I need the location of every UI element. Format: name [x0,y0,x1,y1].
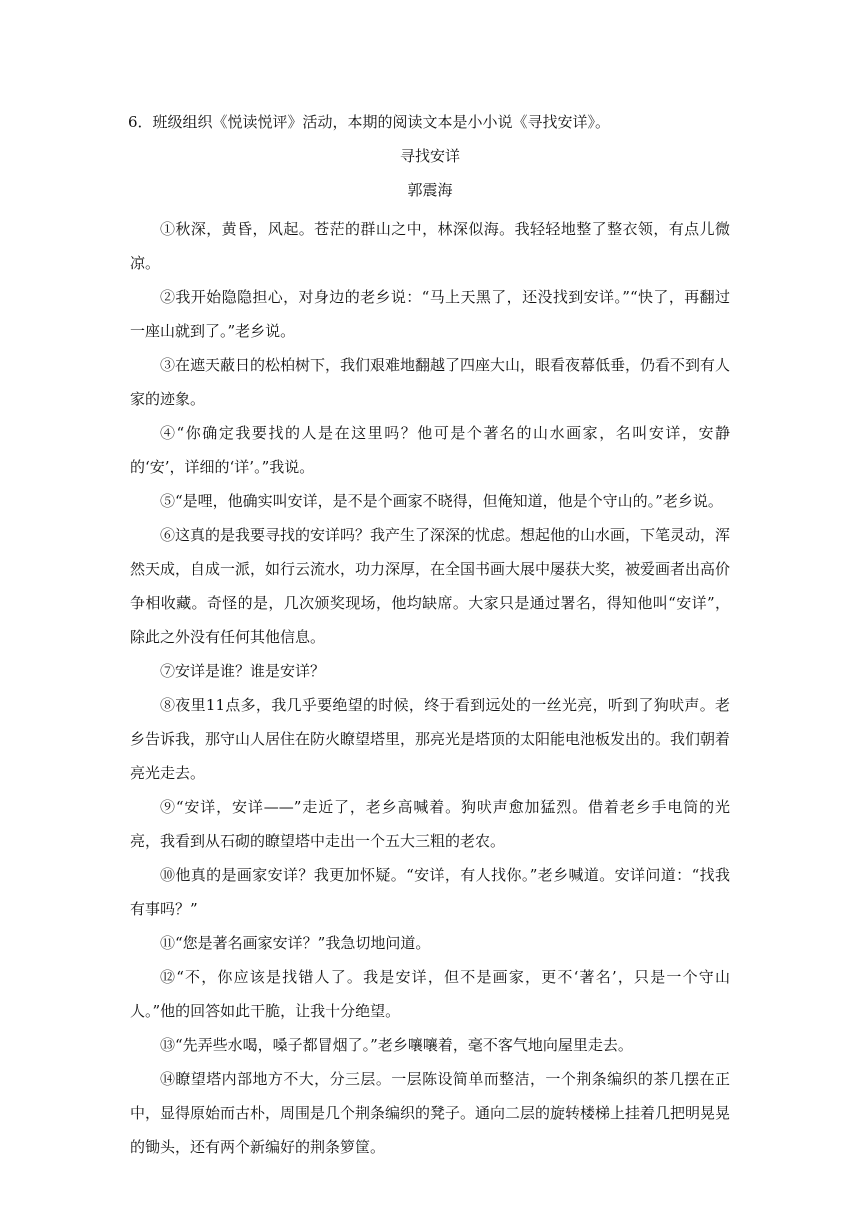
story-author: 郭震海 [407,181,453,199]
story-body [130,212,730,1164]
paragraph-1: ①秋深，黄昏，风起。苍茫的群山之中，林深似海。我轻轻地整了整衣领，有点儿微凉。 [130,220,730,272]
paragraph-8: ⑧夜里11点多，我几乎要绝望的时候，终于看到远处的一丝光亮，听到了狗吠声。老乡告诉我，那守山人居住在防火瞭望塔里，那亮光是塔顶的太阳能电池板发出的。我们朝着亮光走去。 [130,696,731,782]
paragraph-6: ⑥这真的是我要寻找的安详吗？我产生了深深的忧虑。想起他的山水画，下笔灵动，浑然天成，自成一派，如行云流水，功力深厚，在全国书画大展中屡获大奖，被爱画者出高价争相收藏。奇怪的是，几次颁奖现场，他均缺席。大家只是通过署名，得知他叫“安详”，除此之外没有任何其他信息。 [130,526,731,646]
paragraph-12: ⑫“不，你应该是找错人了。我是安详，但不是画家，更不‘著名’，只是一个守山人。”他的回答如此干脆，让我十分绝望。 [130,968,730,1020]
paragraph-13: ⑬“先弄些水喝，嗓子都冒烟了。”老乡嚷嚷着，毫不客气地向屋里走去。 [160,1036,633,1054]
paragraph-10: ⑩他真的是画家安详？我更加怀疑。“安详，有人找你。”老乡喊道。安详问道：“找我有事吗？” [130,866,730,918]
paragraph-5: ⑤“是哩，他确实叫安详，是不是个画家不晓得，但俺知道，他是个守山的。”老乡说。 [160,492,723,510]
story-title: 寻找安详 [399,147,460,165]
paragraph-3: ③在遮天蔽日的松柏树下，我们艰难地翻越了四座大山，眼看夜幕低垂，仍看不到有人家的迹象。 [130,356,731,408]
paragraph-9: ⑨“安详，安详——”走近了，老乡高喊着。狗吠声愈加猛烈。借着老乡手电筒的光亮，我看到从石砌的瞭望塔中走出一个五大三粗的老农。 [130,798,730,850]
paragraph-2: ②我开始隐隐担心，对身边的老乡说：“马上天黑了，还没找到安详。”“快了，再翻过一座山就到了。”老乡说。 [130,288,730,340]
paragraph-11: ⑪“您是著名画家安详？”我急切地问道。 [160,934,431,952]
paragraph-14: ⑭瞭望塔内部地方不大，分三层。一层陈设简单而整洁，一个荆条编织的茶几摆在正中，显得原始而古朴，周围是几个荆条编织的凳子。通向二层的旋转楼梯上挂着几把明晃晃的锄头，还有两个新编好的荆条箩筐。 [130,1070,731,1156]
paragraph-7: ⑦安详是谁？谁是安详？ [160,662,326,680]
question-prompt: 6．班级组织《悦读悦评》活动，本期的阅读文本是小小说《寻找安详》。 [128,113,611,131]
paragraph-4: ④“你确定我要找的人是在这里吗？他可是个著名的山水画家，名叫安详，安静的‘安’，详细的‘详’。”我说。 [130,424,730,476]
